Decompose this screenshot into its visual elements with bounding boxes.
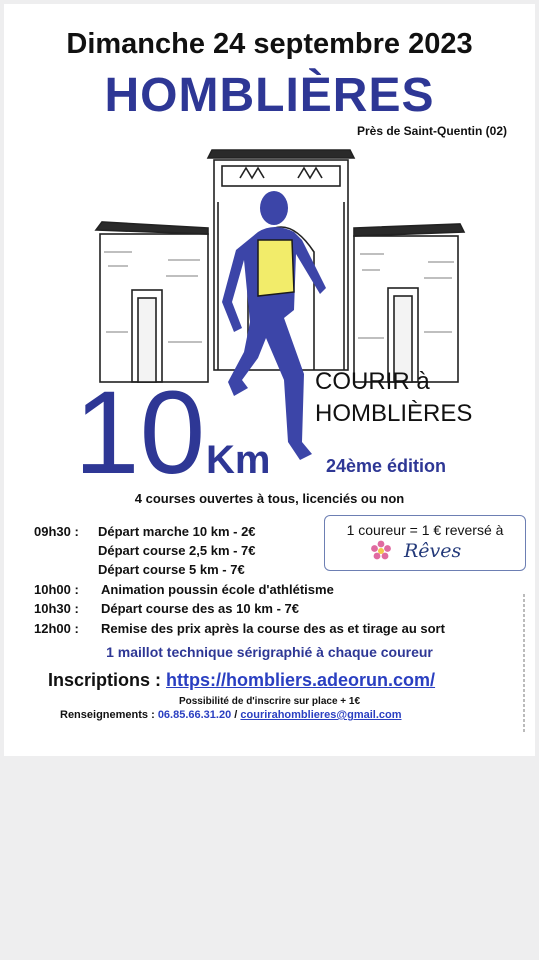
donation-box: [324, 515, 526, 571]
onsite-registration-note: Possibilité de d'inscrire sur place + 1€: [178, 696, 361, 707]
schedule-text-3: Animation poussin école d'athlétisme: [101, 582, 334, 597]
schedule-text-5: Remise des prix après la course des as et tirage au sort: [101, 621, 445, 636]
event-location-note: Près de Saint-Quentin (02): [356, 124, 507, 138]
schedule-time-3: 10h00 :: [34, 582, 79, 597]
contact-email[interactable]: courirahomblieres@gmail.com: [240, 709, 402, 721]
donation-org: Rêves: [404, 540, 462, 562]
contact-phone[interactable]: 06.85.66.31.20: [157, 709, 232, 721]
event-poster: [4, 4, 535, 756]
courses-intro: 4 courses ouvertes à tous, licenciés ou non: [134, 491, 405, 506]
contact-label: Renseignements :: [60, 709, 155, 721]
schedule-time-0: 09h30 :: [34, 524, 79, 539]
maillot-note: 1 maillot technique sérigraphié à chaque coureur: [106, 644, 433, 660]
runner-bib: [258, 240, 294, 296]
schedule-text-2: Départ course 5 km - 7€: [98, 562, 245, 577]
schedule-text-4: Départ course des as 10 km - 7€: [101, 601, 299, 616]
event-date: Dimanche 24 septembre 2023: [66, 28, 473, 60]
distance-unit: Km: [206, 438, 271, 482]
donation-text: 1 coureur = 1 € reversé à: [346, 522, 504, 538]
inscriptions-link[interactable]: https://hombliers.adeorun.com/: [166, 670, 436, 690]
printer-credit-mark: [520, 594, 528, 734]
schedule-text-1: Départ course 2,5 km - 7€: [98, 543, 256, 558]
edition-label: 24ème édition: [326, 456, 447, 476]
race-title-line-1: COURIR à: [315, 368, 430, 395]
contact-info: [60, 709, 402, 721]
race-title: [315, 366, 472, 430]
contact-separator: /: [234, 709, 238, 721]
flower-icon: [370, 540, 392, 562]
inscriptions-label: Inscriptions :: [48, 670, 162, 690]
schedule-time-5: 12h00 :: [34, 621, 79, 636]
schedule-time-4: 10h30 :: [34, 601, 79, 616]
inscriptions: [48, 670, 435, 691]
event-town: HOMBLIÈRES: [104, 69, 435, 122]
schedule-text-0: Départ marche 10 km - 2€: [98, 524, 256, 539]
race-title-line-2: HOMBLIÈRES: [315, 400, 473, 427]
distance-number: 10: [74, 367, 206, 499]
